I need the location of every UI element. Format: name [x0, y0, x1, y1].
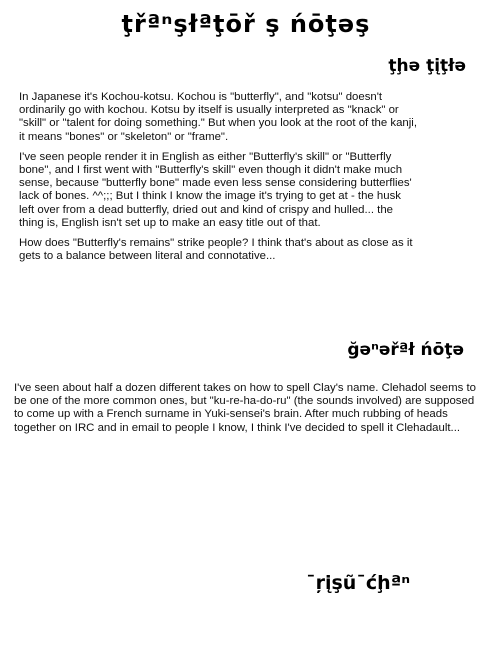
- page-title: ţřªⁿşłªţōř ş ńōţəş: [121, 10, 371, 38]
- signature: ¯ŗįşũ¯ćḩªⁿ: [306, 572, 410, 594]
- title-notes-block: [19, 91, 417, 270]
- paragraph-title-3: How does "Butterfly's remains" strike people? I think that's about as close as it gets to a balance between literal and connotative...: [19, 237, 413, 263]
- general-notes-block: [14, 382, 480, 442]
- paragraph-general-1: I've seen about half a dozen different takes on how to spell Clay's name. Clehadol seems to be one of the more common ones, but "ku-re-ha-do-ru" (the sounds involved) are supposed to come up with a French surname in Yuki-sensei's brain. After much rubbing of heads together on IRC and in email to people I know, I think I've decided to spell it Clehadault...: [14, 382, 476, 434]
- section-heading-the-title: ţḩə ţįţłə: [388, 56, 466, 76]
- section-heading-general-note: ğəⁿəřªł ńōţə: [347, 340, 464, 360]
- paragraph-title-1: In Japanese it's Kochou-kotsu. Kochou is "butterfly", and "kotsu" doesn't ordinarily go with kochou. Kotsu by itself is usually interpreted as "knack" or "skill" or "talent for doing something." But when you look at the root of the kanji, it means "bones" or "skeleton" or "frame".: [19, 91, 417, 143]
- paragraph-title-2: I've seen people render it in English as either "Butterfly's skill" or "Butterfly bone", and I first went with "Butterfly's skill" even though it didn't make much sense, because "butterfly bone" made even less sense considering butterflies' lack of bones. ^^;;; But I think I know the image it's trying to get at - the husk left over from a dead butterfly, dried out and kind of crispy and hulled... the thing is, English isn't set up to make an easy title out of that.: [19, 150, 412, 229]
